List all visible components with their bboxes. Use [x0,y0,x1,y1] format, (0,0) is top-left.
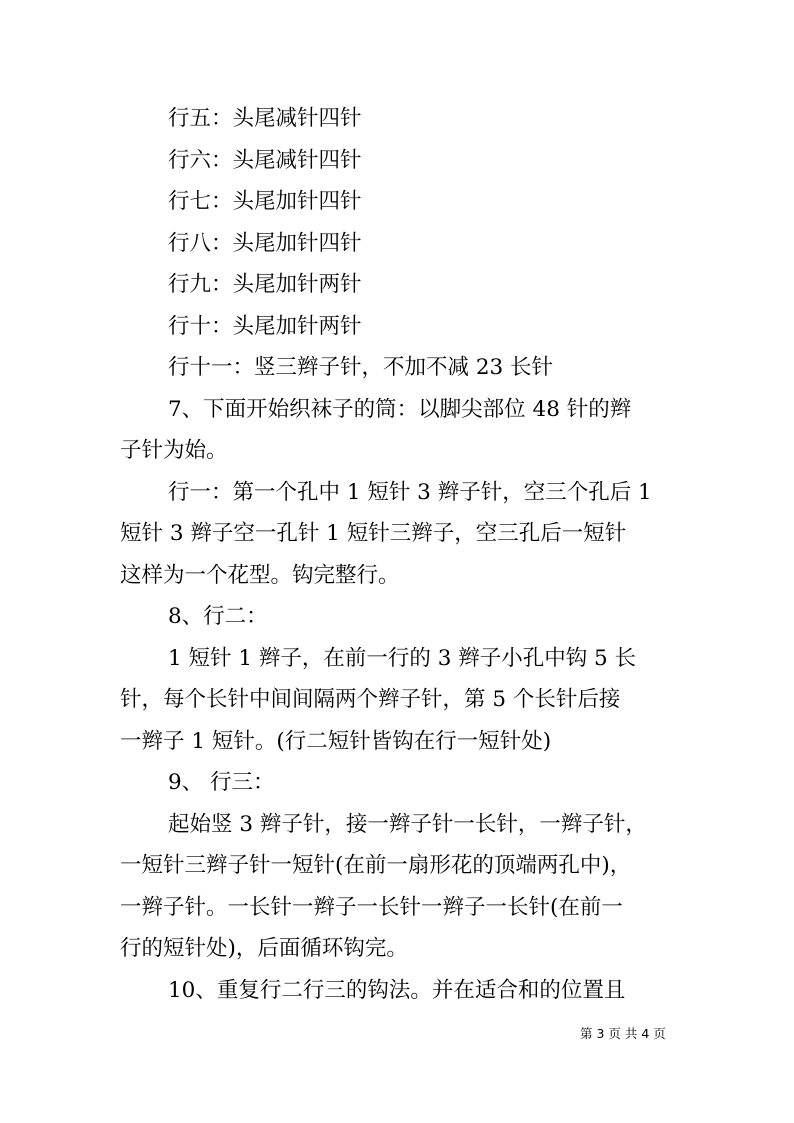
page-number-footer: 第 3 页 共 4 页 [580,1026,666,1041]
text-line: 8、行二： [168,604,268,629]
text-line: 短针 3 辫子空一孔针 1 短针三辫子，空三孔后一短针 [120,521,627,546]
text-line: 行十一：竖三辫子针，不加不减 23 长针 [168,355,554,380]
text-line: 行十：头尾加针两针 [168,313,362,339]
text-line: 行九：头尾加针两针 [168,272,362,297]
text-line: 1 短针 1 辫子，在前一行的 3 辫子小孔中钩 5 长 [168,645,637,671]
text-line: 子针为始。 [120,438,228,463]
text-line: 行七：头尾加针四针 [168,189,362,214]
text-line: 7、下面开始织袜子的筒：以脚尖部位 48 针的辫 [168,396,632,422]
text-line: 9、 行三： [168,770,275,795]
text-line: 行八：头尾加针四针 [168,230,362,256]
text-line: 起始竖 3 辫子针，接一辫子针一长针，一辫子针， [168,811,647,837]
text-line: 行五：头尾减针四针 [168,106,362,131]
text-line: 这样为一个花型。钩完整行。 [120,562,400,588]
document-body [120,98,680,1011]
text-line: 行一：第一个孔中 1 短针 3 辫子针，空三个孔后 1 [168,479,652,505]
text-line: 行六：头尾减针四针 [168,147,362,173]
text-line: 一辫子针。一长针一辫子一长针一辫子一长针(在前一 [120,894,623,920]
text-line: 10、重复行二行三的钩法。并在适合和的位置且 [168,977,626,1003]
text-line: 一短针三辫子针一短针(在前一扇形花的顶端两孔中)， [120,853,632,878]
text-line: 行的短针处)，后面循环钩完。 [120,936,408,961]
text-line: 针，每个长针中间间隔两个辫子针，第 5 个长针后接 [120,687,621,712]
text-line: 一辫子 1 短针。(行二短针皆钩在行一短针处) [120,728,552,754]
